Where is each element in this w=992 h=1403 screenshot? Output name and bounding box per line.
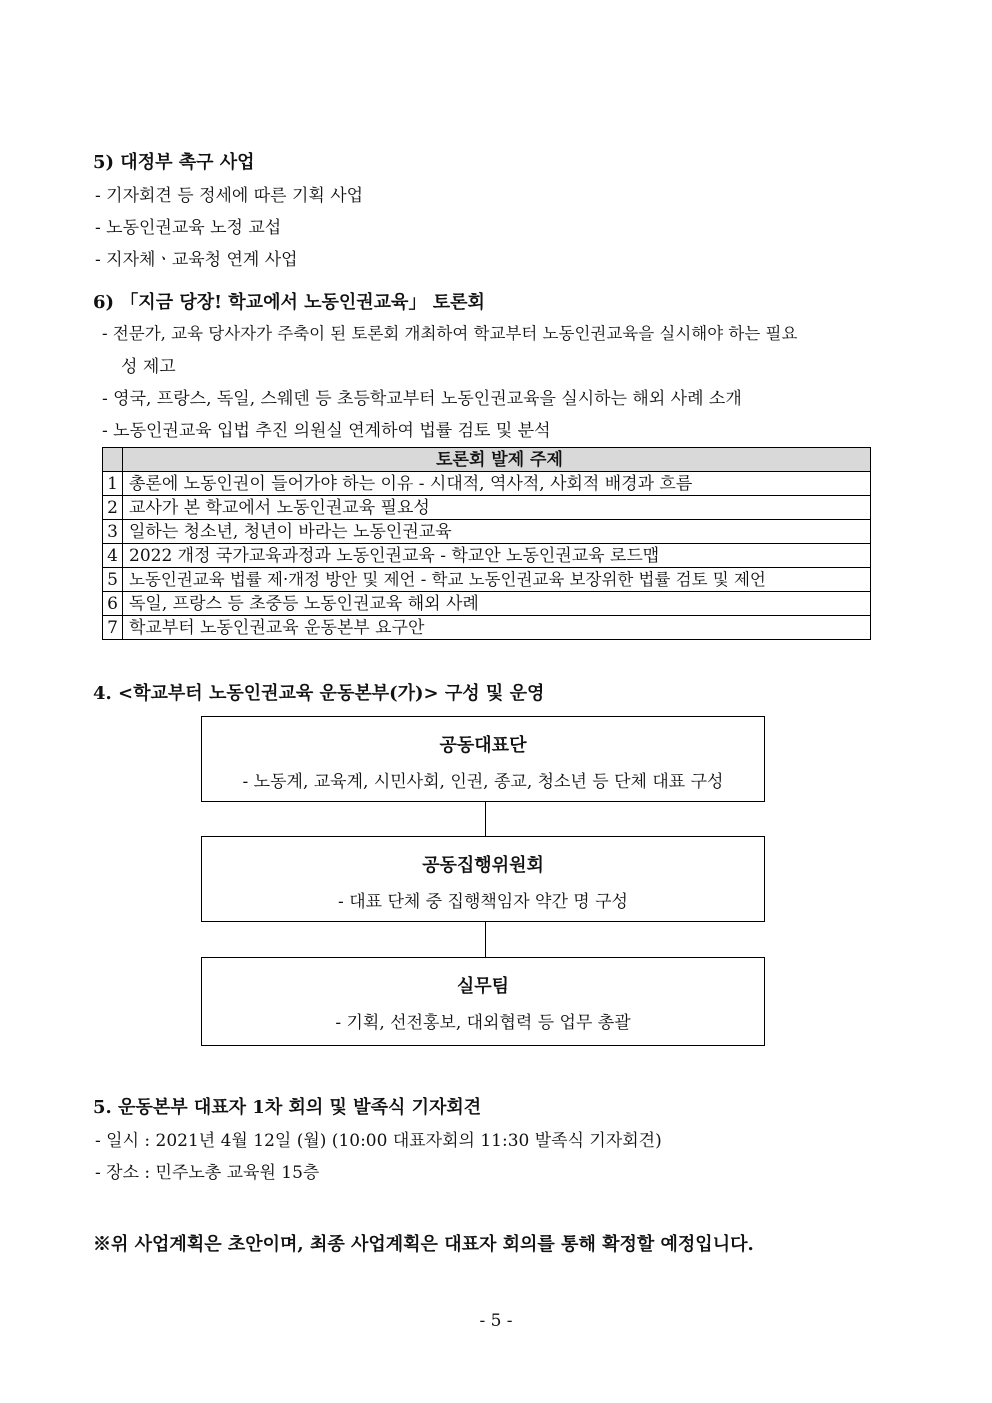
table-row-number: 6	[103, 592, 123, 616]
table-row	[103, 568, 871, 592]
meeting-section-heading: 5. 운동본부 대표자 1차 회의 및 발족식 기자회견	[93, 1097, 482, 1118]
table-row-text: 독일, 프랑스 등 초중등 노동인권교육 해외 사례	[123, 592, 871, 616]
section-6-item-3: - 노동인권교육 입법 추진 의원실 연계하여 법률 검토 및 분석	[102, 421, 551, 441]
table-row	[103, 544, 871, 568]
table-row-text: 일하는 청소년, 청년이 바라는 노동인권교육	[123, 520, 871, 544]
meeting-date: - 일시 : 2021년 4월 12일 (월) (10:00 대표자회의 11:30 발족식 기자회견)	[95, 1131, 662, 1151]
section-5-item-1: - 기자회견 등 정세에 따른 기획 사업	[95, 186, 364, 206]
section-6-item-2: - 영국, 프랑스, 독일, 스웨덴 등 초등학교부터 노동인권교육을 실시하는 해외 사례 소개	[102, 389, 742, 409]
org-box-desc: - 대표 단체 중 집행책임자 약간 명 구성	[338, 892, 628, 912]
section-6-heading: 6) 「지금 당장! 학교에서 노동인권교육」 토론회	[93, 292, 485, 313]
org-connector-line	[485, 801, 486, 836]
org-section-heading: 4. <학교부터 노동인권교육 운동본부(가)> 구성 및 운영	[93, 683, 545, 704]
meeting-place: - 장소 : 민주노총 교육원 15층	[95, 1163, 320, 1183]
org-box-title: 공동대표단	[439, 735, 527, 756]
table-row-number: 2	[103, 496, 123, 520]
table-row-text: 총론에 노동인권이 들어가야 하는 이유 - 시대적, 역사적, 사회적 배경과 흐름	[123, 472, 871, 496]
table-row-number: 5	[103, 568, 123, 592]
table-row-text: 2022 개정 국가교육과정과 노동인권교육 - 학교안 노동인권교육 로드맵	[123, 544, 871, 568]
org-box-title: 실무팀	[456, 976, 510, 997]
table-row	[103, 592, 871, 616]
table-row	[103, 472, 871, 496]
page-number: - 5 -	[479, 1311, 513, 1331]
section-5-item-3: - 지자체ㆍ교육청 연계 사업	[95, 250, 298, 270]
table-row	[103, 616, 871, 640]
table-row-text: 노동인권교육 법률 제·개정 방안 및 제언 - 학교 노동인권교육 보장위한 법률 검토 및 제언	[123, 568, 871, 592]
topics-table-header: 토론회 발제 주제	[123, 448, 871, 472]
section-5-heading: 5) 대정부 촉구 사업	[93, 152, 255, 173]
topics-table-corner-cell	[103, 448, 123, 472]
table-row-number: 3	[103, 520, 123, 544]
table-row-text: 학교부터 노동인권교육 운동본부 요구안	[123, 616, 871, 640]
org-box-title: 공동집행위원회	[422, 855, 544, 876]
org-box-executive-committee	[201, 836, 765, 922]
org-connector-line	[485, 921, 486, 957]
table-row-number: 7	[103, 616, 123, 640]
table-row	[103, 496, 871, 520]
section-6-item-1-line-2: 성 제고	[121, 357, 176, 377]
org-box-co-representatives	[201, 716, 765, 802]
org-box-desc: - 노동계, 교육계, 시민사회, 인권, 종교, 청소년 등 단체 대표 구성	[242, 772, 724, 792]
table-row	[103, 520, 871, 544]
table-row-text: 교사가 본 학교에서 노동인권교육 필요성	[123, 496, 871, 520]
org-box-desc: - 기획, 선전홍보, 대외협력 등 업무 총괄	[335, 1013, 631, 1033]
section-6-item-1-line-1: - 전문가, 교육 당사자가 주축이 된 토론회 개최하여 학교부터 노동인권교육을 실시해야 하는 필요	[102, 324, 798, 343]
topics-table-header-row	[103, 448, 871, 472]
section-5-item-2: - 노동인권교육 노정 교섭	[95, 218, 282, 238]
table-row-number: 1	[103, 472, 123, 496]
topics-table	[102, 447, 871, 640]
table-row-number: 4	[103, 544, 123, 568]
org-box-working-team	[201, 957, 765, 1046]
plan-note: ※위 사업계획은 초안이며, 최종 사업계획은 대표자 회의를 통해 확정할 예정입니다.	[93, 1234, 754, 1255]
